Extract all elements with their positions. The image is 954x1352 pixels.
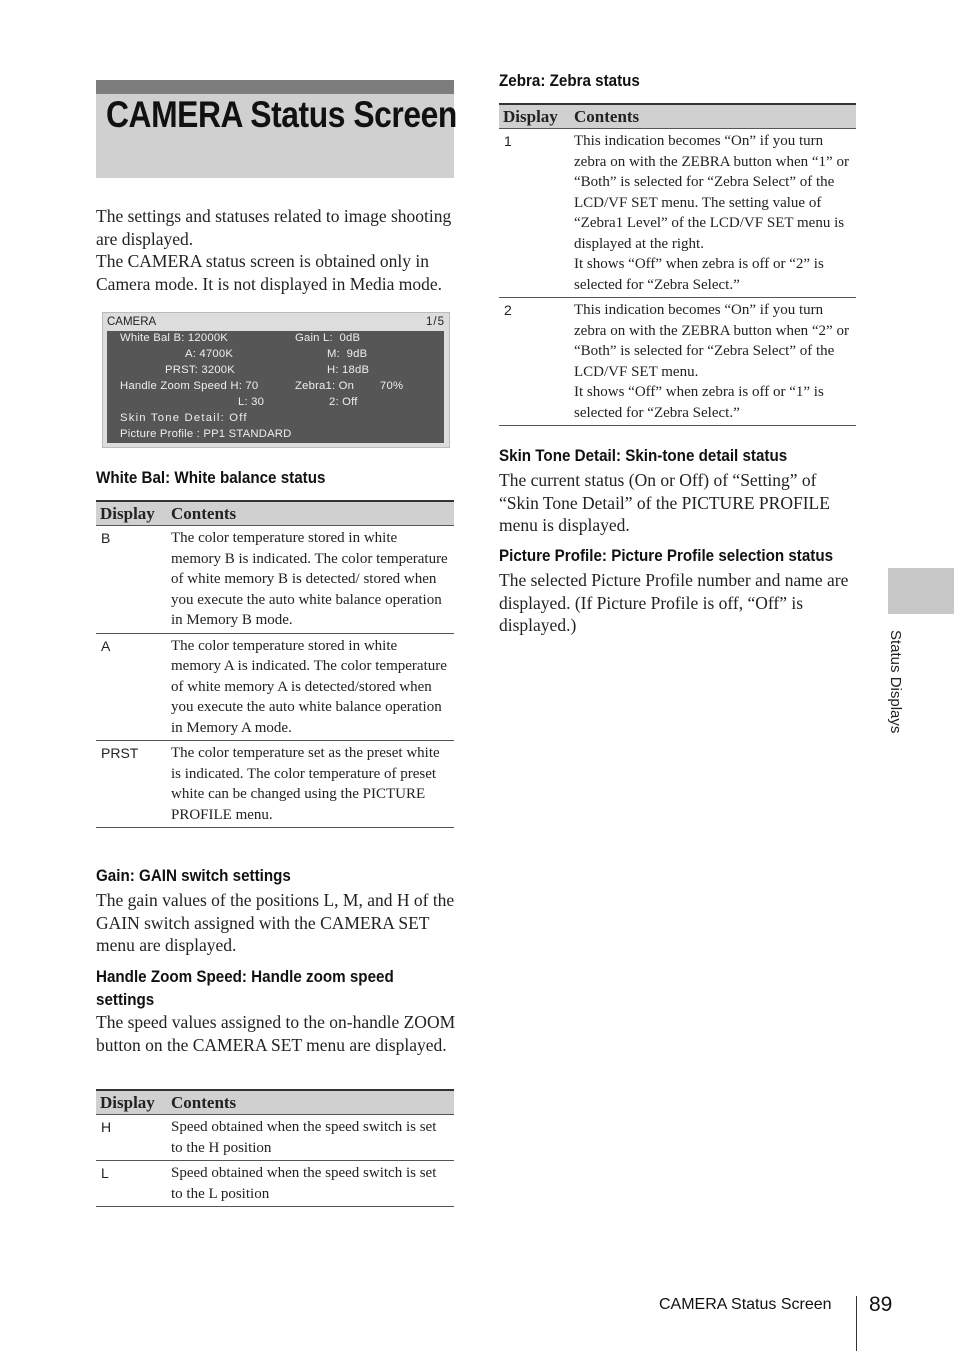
contents-text-note: It shows “Off” when zebra is off or “2” is selected for “Zebra Select.” bbox=[574, 256, 824, 293]
picture-profile-text: The selected Picture Profile number and name are displayed. (If Picture Profile is off, “Off” is displayed.) bbox=[499, 570, 849, 636]
section-tab-label: Status Displays bbox=[887, 630, 904, 734]
screen-line-white-bal-prst: PRST: 3200K bbox=[165, 364, 236, 376]
footer-divider bbox=[856, 1296, 857, 1351]
table-row bbox=[96, 633, 454, 741]
column-header-contents: Contents bbox=[570, 104, 856, 129]
table-row bbox=[96, 741, 454, 828]
table-row bbox=[499, 298, 856, 426]
table-header-row bbox=[96, 1090, 454, 1115]
white-bal-heading: White Bal: White balance status bbox=[96, 469, 326, 487]
intro-paragraph-1: The settings and statuses related to image shooting are displayed. bbox=[96, 206, 452, 249]
table-row bbox=[96, 1161, 454, 1207]
section-tab bbox=[888, 568, 954, 614]
handle-zoom-text: The speed values assigned to the on-handle ZOOM button on the CAMERA SET menu are displayed. bbox=[96, 1012, 456, 1055]
contents-cell bbox=[570, 298, 856, 426]
display-cell: 2 bbox=[499, 298, 570, 426]
display-cell: PRST bbox=[96, 741, 167, 828]
intro-text bbox=[96, 205, 461, 295]
screen-line-zoom-l: L: 30 bbox=[238, 396, 265, 408]
table-header-row bbox=[96, 501, 454, 526]
skin-tone-heading: Skin Tone Detail: Skin-tone detail status bbox=[499, 447, 788, 465]
contents-cell: Speed obtained when the speed switch is set to the L position bbox=[167, 1161, 454, 1207]
skin-tone-text: The current status (On or Off) of “Setting” of “Skin Tone Detail” of the PICTURE PROFILE menu is displayed. bbox=[499, 470, 830, 536]
screen-name: CAMERA bbox=[107, 316, 157, 328]
contents-text: This indication becomes “On” if you turn zebra on with the ZEBRA button when “1” or “Both” is selected for “Zebra Select” of the LCD/VF SET menu. The setting value of “Zebra1 Level” of the LCD/VF SET menu is displayed at the right. bbox=[574, 133, 849, 252]
display-cell: 1 bbox=[499, 129, 570, 298]
white-bal-table bbox=[96, 500, 454, 828]
column-header-display: Display bbox=[96, 501, 167, 526]
table-header-row bbox=[499, 104, 856, 129]
screen-line-zebra2: 2: Off bbox=[329, 396, 358, 408]
table-row bbox=[499, 129, 856, 298]
column-header-contents: Contents bbox=[167, 501, 454, 526]
screen-line-picture-profile: Picture Profile : PP1 STANDARD bbox=[120, 428, 292, 440]
display-cell: A bbox=[96, 633, 167, 741]
screen-header bbox=[107, 316, 445, 330]
screen-line-gain-l: Gain L: 0dB bbox=[295, 332, 361, 344]
screen-line-gain-m: M: 9dB bbox=[327, 348, 368, 360]
screen-line-white-bal-a: A: 4700K bbox=[185, 348, 234, 360]
table-row bbox=[96, 1115, 454, 1161]
screen-line-skin-tone: Skin Tone Detail: Off bbox=[120, 412, 248, 424]
column-header-contents: Contents bbox=[167, 1090, 454, 1115]
zebra-heading: Zebra: Zebra status bbox=[499, 72, 640, 90]
screen-line-zebra1: Zebra1: On bbox=[295, 380, 355, 392]
screen-page-indicator: 1/5 bbox=[426, 316, 445, 328]
contents-cell bbox=[570, 129, 856, 298]
screen-line-white-bal-b: White Bal B: 12000K bbox=[120, 332, 229, 344]
contents-cell: The color temperature set as the preset white is indicated. The color temperature of preset white can be changed using the PICTURE PROFILE menu. bbox=[167, 741, 454, 828]
camera-status-screen-illustration bbox=[102, 312, 450, 448]
footer-section-title: CAMERA Status Screen bbox=[659, 1296, 832, 1313]
column-header-display: Display bbox=[96, 1090, 167, 1115]
contents-cell: Speed obtained when the speed switch is set to the H position bbox=[167, 1115, 454, 1161]
display-cell: L bbox=[96, 1161, 167, 1207]
display-cell: B bbox=[96, 526, 167, 634]
screen-line-zoom-h: Handle Zoom Speed H: 70 bbox=[120, 380, 259, 392]
screen-line-gain-h: H: 18dB bbox=[327, 364, 370, 376]
page-number: 89 bbox=[869, 1293, 893, 1316]
contents-text-note: It shows “Off” when zebra is off or “1” is selected for “Zebra Select.” bbox=[574, 384, 824, 421]
handle-zoom-heading: Handle Zoom Speed: Handle zoom speed settings bbox=[96, 968, 394, 1009]
title-block bbox=[96, 80, 457, 178]
screen-line-zebra1-level: 70% bbox=[380, 380, 404, 392]
gain-text: The gain values of the positions L, M, and H of the GAIN switch assigned with the CAMERA SET menu are displayed. bbox=[96, 890, 455, 956]
table-row bbox=[96, 526, 454, 634]
gain-heading: Gain: GAIN switch settings bbox=[96, 867, 291, 885]
display-cell: H bbox=[96, 1115, 167, 1161]
screen-display bbox=[107, 331, 444, 443]
page-title: CAMERA Status Screen bbox=[106, 94, 457, 135]
intro-paragraph-2: The CAMERA status screen is obtained only in Camera mode. It is not displayed in Media mode. bbox=[96, 251, 443, 294]
contents-cell: The color temperature stored in white memory A is indicated. The color temperature of white memory A is detected/stored when you execute the auto white balance operation in Memory A mode. bbox=[167, 633, 454, 741]
zebra-table bbox=[499, 103, 856, 426]
column-header-display: Display bbox=[499, 104, 570, 129]
contents-cell: The color temperature stored in white memory B is indicated. The color temperature of white memory B is detected/ stored when you execute the auto white balance operation in Memory B mode. bbox=[167, 526, 454, 634]
picture-profile-heading: Picture Profile: Picture Profile selection status bbox=[499, 547, 834, 565]
handle-zoom-table bbox=[96, 1089, 454, 1207]
contents-text: This indication becomes “On” if you turn zebra on with the ZEBRA button when “2” or “Both” is selected for “Zebra Select” of the LCD/VF SET menu. bbox=[574, 302, 849, 380]
